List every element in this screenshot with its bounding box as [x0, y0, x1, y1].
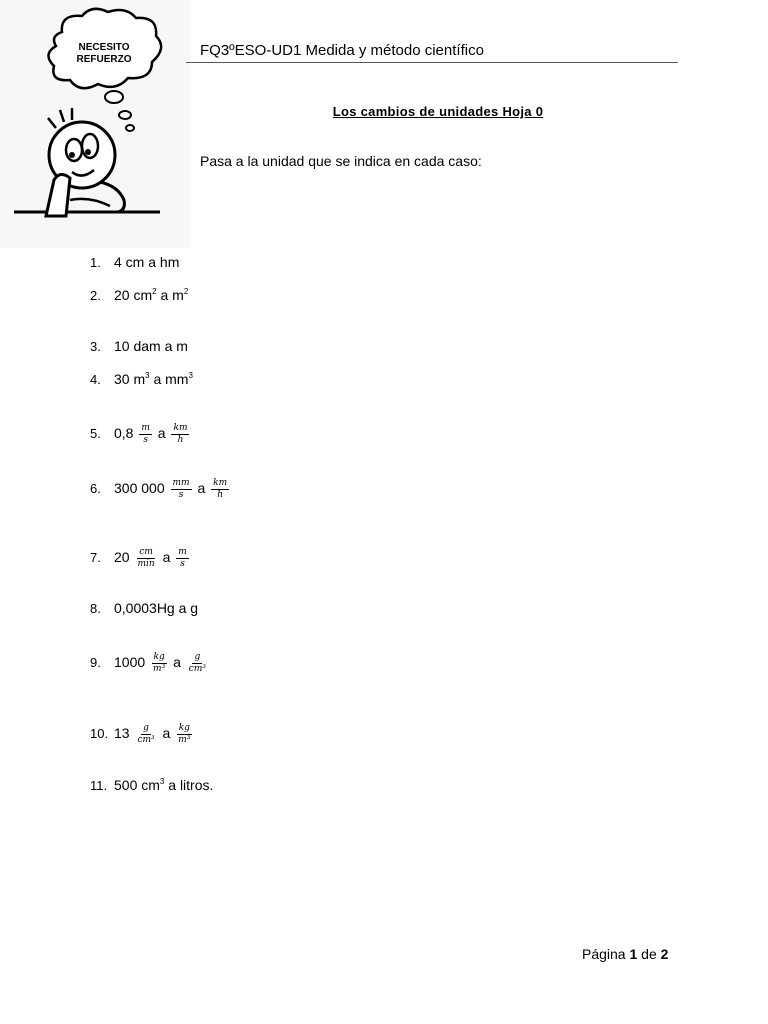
exercise-4 — [90, 371, 193, 387]
fraction-from: $\frac{cm}{\min}$ — [137, 547, 155, 569]
fraction-to: $\frac{kg}{\text{m³}}$ — [178, 723, 191, 745]
exercise-7 — [90, 547, 191, 570]
exercise-8 — [90, 600, 198, 616]
exercise-value: 13 — [114, 725, 130, 742]
fraction-to: $\frac{m}{s}$ — [178, 547, 187, 569]
exercise-10 — [90, 723, 194, 746]
exercise-text-a: 500 cm — [114, 777, 160, 793]
exercise-text-b: a litros. — [164, 777, 214, 793]
connector: a — [162, 549, 171, 566]
current-page: 1 — [629, 946, 638, 962]
exercise-number: 5. — [90, 426, 101, 442]
total-pages: 2 — [660, 946, 669, 962]
exercise-text-b: a m — [156, 287, 184, 303]
exercise-2 — [90, 287, 188, 303]
exercise-3 — [90, 338, 188, 354]
exercise-11 — [90, 777, 213, 793]
connector: a — [157, 425, 166, 442]
exercise-text-a: 20 cm — [114, 287, 153, 303]
fraction-from: $\frac{mm}{s}$ — [172, 478, 190, 500]
exercise-text: 4 cm a hm — [114, 254, 180, 270]
exercise-number: 10. — [90, 726, 109, 742]
footer-of: de — [641, 946, 657, 962]
exercise-5 — [90, 423, 191, 446]
exercise-value: 300 000 — [114, 480, 165, 497]
exercise-number: 7. — [90, 550, 101, 566]
exercise-1 — [90, 254, 179, 270]
connector: a — [162, 725, 171, 742]
fraction-to: $\frac{km}{h}$ — [213, 478, 228, 500]
exercise-number: 11. — [90, 778, 108, 793]
bubble-line-2: REFUERZO — [76, 54, 132, 65]
page-footer — [582, 946, 668, 962]
exercise-number: 6. — [90, 481, 101, 497]
exercise-text: 10 dam a m — [114, 338, 188, 354]
exercise-text-a: 30 m — [114, 371, 146, 387]
exercise-number: 3. — [90, 339, 101, 354]
exercise-text: 0,0003Hg a g — [114, 600, 199, 616]
exercise-value: 1000 — [114, 654, 146, 671]
fraction-from: $\frac{m}{s}$ — [141, 423, 150, 445]
exercise-number: 1. — [90, 255, 101, 270]
exponent: 2 — [183, 287, 189, 296]
exercise-6 — [90, 478, 231, 501]
exercise-number: 4. — [90, 372, 101, 387]
fraction-to: $\frac{g}{\text{cm³}}$ — [188, 652, 206, 674]
exercise-value: 0,8 — [114, 425, 134, 442]
header-title: FQ3ºESO-UD1 Medida y método científico — [200, 42, 484, 59]
footer-label: Página — [582, 946, 626, 962]
fraction-from: $\frac{g}{\text{cm³}}$ — [137, 723, 155, 745]
exercise-9 — [90, 652, 210, 675]
exercise-value: 20 — [114, 549, 130, 566]
header-divider — [186, 62, 678, 63]
thinking-cartoon — [0, 0, 190, 248]
connector: a — [197, 480, 206, 497]
fraction-to: $\frac{km}{h}$ — [173, 423, 188, 445]
exercise-number: 9. — [90, 655, 101, 671]
instruction-text: Pasa a la unidad que se indica en cada caso: — [200, 153, 482, 169]
exponent: 2 — [152, 287, 157, 296]
sheet-title: Los cambios de unidades Hoja 0 — [332, 104, 544, 119]
exercise-number: 2. — [90, 288, 101, 303]
connector: a — [173, 654, 181, 671]
exponent: 3 — [188, 371, 193, 380]
bubble-line-1: NECESITO — [78, 42, 130, 53]
exercise-text-b: a mm — [149, 371, 189, 387]
exponent: 3 — [159, 777, 165, 786]
exercise-number: 8. — [90, 601, 101, 616]
exponent: 3 — [145, 371, 150, 380]
fraction-from: $\frac{kg}{\text{m³}}$ — [153, 652, 166, 674]
